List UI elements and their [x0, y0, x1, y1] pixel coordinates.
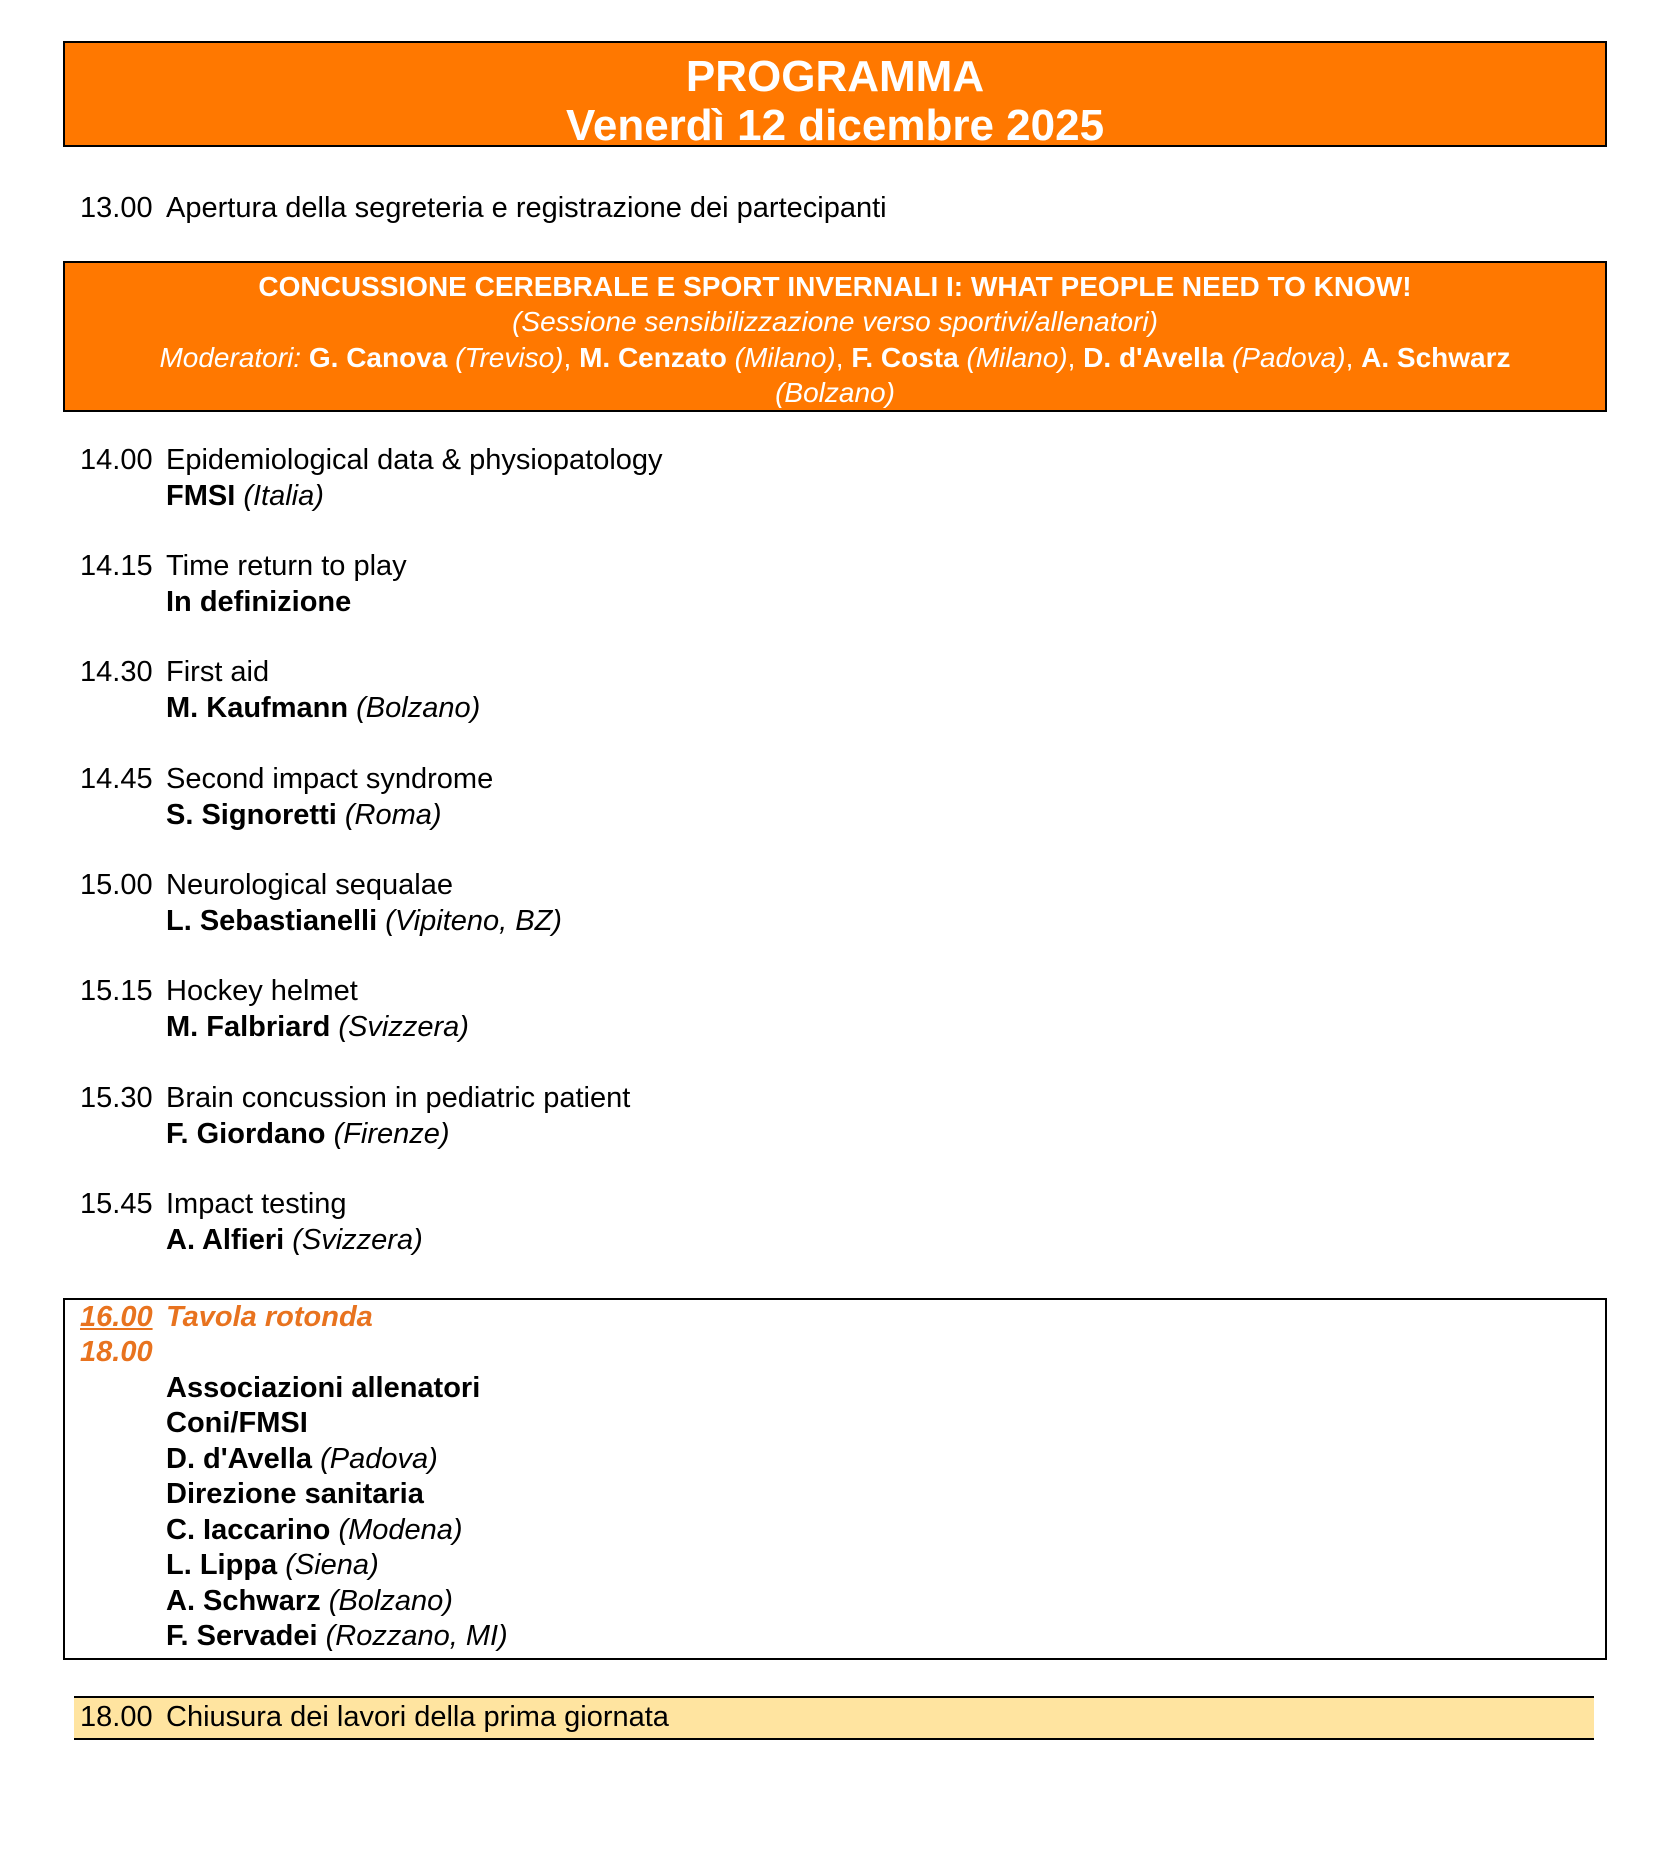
participant-name: A. Schwarz [166, 1585, 321, 1617]
round-table-time-start: 16.00 [80, 1301, 153, 1333]
moderator-name: M. Cenzato [579, 342, 727, 373]
talk-title: Hockey helmet [166, 975, 358, 1007]
talk-speaker: L. Sebastianelli [166, 905, 378, 937]
round-table-participant [166, 1477, 424, 1512]
session-banner [63, 261, 1607, 412]
moderator-place: (Padova) [1231, 342, 1346, 373]
talk-title-line [80, 1187, 347, 1222]
talk-title: First aid [166, 656, 270, 688]
talk-title: Brain concussion in pediatric patient [166, 1082, 631, 1114]
talk-speaker: In definizione [166, 586, 352, 618]
participant-name: Coni/FMSI [166, 1407, 308, 1439]
talk-title-line [80, 974, 358, 1009]
talk-place: (Italia) [243, 480, 324, 512]
participant-name: C. Iaccarino [166, 1514, 331, 1546]
program-date: Venerdì 12 dicembre 2025 [565, 101, 1105, 150]
talk-place: (Roma) [344, 799, 442, 831]
talk-time: 14.30 [80, 656, 153, 688]
talk-time: 14.45 [80, 763, 153, 795]
closing-line [80, 1700, 669, 1735]
talk-title: Impact testing [166, 1188, 347, 1220]
session-moderators: Moderatori: G. Canova (Treviso), M. Cenzato (Milano), F. Costa (Milano), D. d'Avella (Padova), A. Schwarz [159, 342, 1511, 373]
talk-time: 15.45 [80, 1188, 153, 1220]
talk-title-line [80, 1081, 630, 1116]
moderator-place: (Treviso) [455, 342, 564, 373]
moderators-label: Moderatori: [159, 342, 302, 373]
moderator-name: F. Costa [851, 342, 959, 373]
talk-title-line [80, 762, 493, 797]
talk-speaker-line [166, 904, 562, 939]
round-table-time-end: 18.00 [80, 1336, 153, 1368]
talk-title: Neurological sequalae [166, 869, 453, 901]
talk-speaker-line [166, 691, 480, 726]
talk-title-line [80, 443, 663, 478]
round-table-participant [166, 1548, 379, 1583]
talk-place: (Bolzano) [356, 692, 481, 724]
talk-speaker: M. Falbriard [166, 1011, 331, 1043]
talk-speaker-line [166, 1117, 450, 1152]
talk-speaker-line [166, 798, 442, 833]
program-title: PROGRAMMA [685, 52, 985, 101]
participant-name: Associazioni allenatori [166, 1372, 481, 1404]
round-table-participant [166, 1406, 308, 1441]
talk-place: (Firenze) [333, 1118, 450, 1150]
program-header [63, 41, 1607, 150]
talk-place: (Vipiteno, BZ) [385, 905, 562, 937]
opening-time: 13.00 [80, 192, 153, 224]
talk-title-line [80, 655, 269, 690]
talk-speaker-line [166, 1223, 423, 1258]
talk-speaker: F. Giordano [166, 1118, 326, 1150]
talk-speaker-line [166, 1010, 469, 1045]
talk-place: (Svizzera) [338, 1011, 469, 1043]
moderator-name: G. Canova [308, 342, 448, 373]
round-table-participant [166, 1619, 508, 1654]
opening-text: Apertura della segreteria e registrazione dei partecipanti [166, 192, 887, 224]
round-table-participant [166, 1371, 480, 1406]
talk-title: Second impact syndrome [166, 763, 494, 795]
talk-speaker-line [166, 479, 324, 514]
talk-title: Time return to play [166, 550, 407, 582]
participant-place: (Modena) [338, 1514, 463, 1546]
talk-title: Epidemiological data & physiopatology [166, 444, 663, 476]
talk-speaker: FMSI [166, 480, 236, 512]
participant-name: Direzione sanitaria [166, 1478, 424, 1510]
participant-name: L. Lippa [166, 1549, 278, 1581]
talk-place: (Svizzera) [292, 1224, 423, 1256]
talk-speaker-line [166, 585, 351, 620]
talk-time: 15.30 [80, 1082, 153, 1114]
participant-name: D. d'Avella [166, 1443, 313, 1475]
participant-place: (Rozzano, MI) [325, 1620, 508, 1652]
round-table-participant [166, 1584, 453, 1619]
talk-speaker: S. Signoretti [166, 799, 337, 831]
participant-place: (Siena) [285, 1549, 379, 1581]
session-title: CONCUSSIONE CEREBRALE E SPORT INVERNALI I: WHAT PEOPLE NEED TO KNOW! [258, 271, 1412, 302]
moderator-place: (Milano) [734, 342, 836, 373]
moderator-place: (Bolzano) [775, 377, 895, 408]
round-table-header [80, 1300, 373, 1335]
session-subtitle: (Sessione sensibilizzazione verso sportivi/allenatori) [512, 306, 1158, 337]
opening-line [80, 191, 887, 226]
moderator-name: A. Schwarz [1361, 342, 1511, 373]
participant-name: F. Servadei [166, 1620, 318, 1652]
talk-title-line [80, 549, 407, 584]
talk-title-line [80, 868, 453, 903]
talk-time: 15.00 [80, 869, 153, 901]
talk-speaker: A. Alfieri [166, 1224, 285, 1256]
talk-time: 14.15 [80, 550, 153, 582]
talk-time: 14.00 [80, 444, 153, 476]
talk-time: 15.15 [80, 975, 153, 1007]
round-table-participant [166, 1442, 438, 1477]
closing-time: 18.00 [80, 1701, 153, 1733]
moderator-place: (Milano) [966, 342, 1068, 373]
closing-text: Chiusura dei lavori della prima giornata [166, 1701, 669, 1733]
talk-speaker: M. Kaufmann [166, 692, 349, 724]
round-table-participant [166, 1513, 463, 1548]
participant-place: (Padova) [320, 1443, 438, 1475]
moderator-name: D. d'Avella [1083, 342, 1225, 373]
participant-place: (Bolzano) [328, 1585, 453, 1617]
round-table-title: Tavola rotonda [166, 1301, 373, 1333]
